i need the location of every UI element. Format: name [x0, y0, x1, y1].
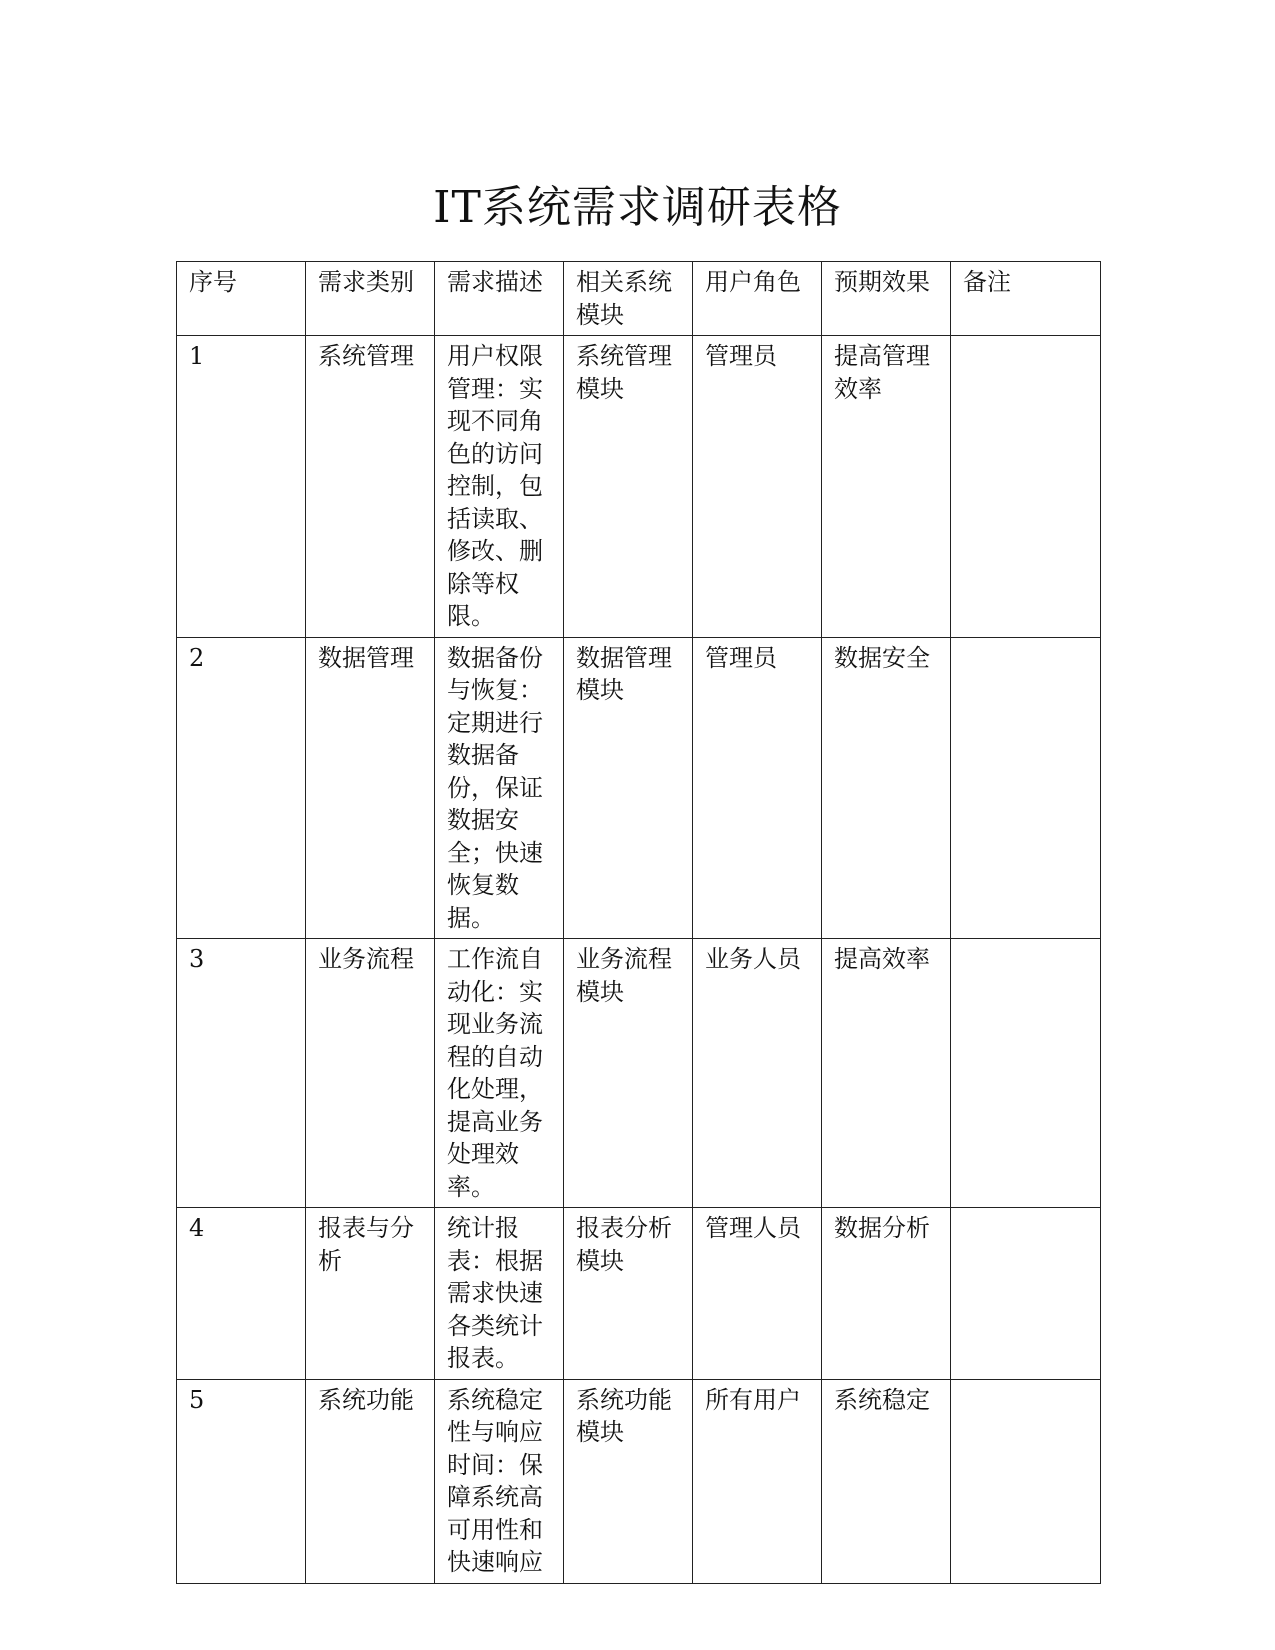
table-row [177, 1379, 1101, 1583]
header-cell-category: 需求类别 [306, 262, 435, 336]
table-row [177, 336, 1101, 638]
cell-category: 业务流程 [306, 939, 435, 1208]
header-cell-description: 需求描述 [435, 262, 564, 336]
table-row [177, 637, 1101, 939]
cell-description: 数据备份与恢复：定期进行数据备份，保证数据安全；快速恢复数据。 [435, 637, 564, 939]
table-row [177, 939, 1101, 1208]
cell-description: 系统稳定性与响应时间：保障系统高可用性和快速响应 [435, 1379, 564, 1583]
cell-no: 3 [177, 939, 306, 1208]
cell-effect: 数据分析 [822, 1208, 951, 1380]
header-cell-no: 序号 [177, 262, 306, 336]
cell-note [951, 637, 1101, 939]
cell-effect: 提高管理效率 [822, 336, 951, 638]
header-cell-effect: 预期效果 [822, 262, 951, 336]
page-title: IT系统需求调研表格 [433, 182, 842, 234]
cell-role: 管理人员 [693, 1208, 822, 1380]
requirements-table [176, 261, 1101, 1584]
cell-note [951, 1208, 1101, 1380]
cell-module: 报表分析模块 [564, 1208, 693, 1380]
header-cell-note: 备注 [951, 262, 1101, 336]
cell-note [951, 939, 1101, 1208]
cell-module: 数据管理模块 [564, 637, 693, 939]
cell-effect: 提高效率 [822, 939, 951, 1208]
cell-description: 用户权限管理：实现不同角色的访问控制，包括读取、修改、删除等权限。 [435, 336, 564, 638]
table-header-row [177, 262, 1101, 336]
cell-effect: 系统稳定 [822, 1379, 951, 1583]
cell-module: 系统管理模块 [564, 336, 693, 638]
cell-role: 业务人员 [693, 939, 822, 1208]
cell-role: 所有用户 [693, 1379, 822, 1583]
cell-no: 2 [177, 637, 306, 939]
cell-note [951, 336, 1101, 638]
header-cell-module: 相关系统模块 [564, 262, 693, 336]
cell-no: 5 [177, 1379, 306, 1583]
cell-description: 统计报表：根据需求快速各类统计报表。 [435, 1208, 564, 1380]
cell-module: 业务流程模块 [564, 939, 693, 1208]
header-cell-role: 用户角色 [693, 262, 822, 336]
cell-category: 系统管理 [306, 336, 435, 638]
cell-no: 1 [177, 336, 306, 638]
cell-role: 管理员 [693, 336, 822, 638]
cell-no: 4 [177, 1208, 306, 1380]
cell-effect: 数据安全 [822, 637, 951, 939]
cell-category: 数据管理 [306, 637, 435, 939]
cell-description: 工作流自动化：实现业务流程的自动化处理，提高业务处理效率。 [435, 939, 564, 1208]
cell-module: 系统功能模块 [564, 1379, 693, 1583]
cell-note [951, 1379, 1101, 1583]
cell-category: 系统功能 [306, 1379, 435, 1583]
cell-category: 报表与分析 [306, 1208, 435, 1380]
table-row [177, 1208, 1101, 1380]
cell-role: 管理员 [693, 637, 822, 939]
